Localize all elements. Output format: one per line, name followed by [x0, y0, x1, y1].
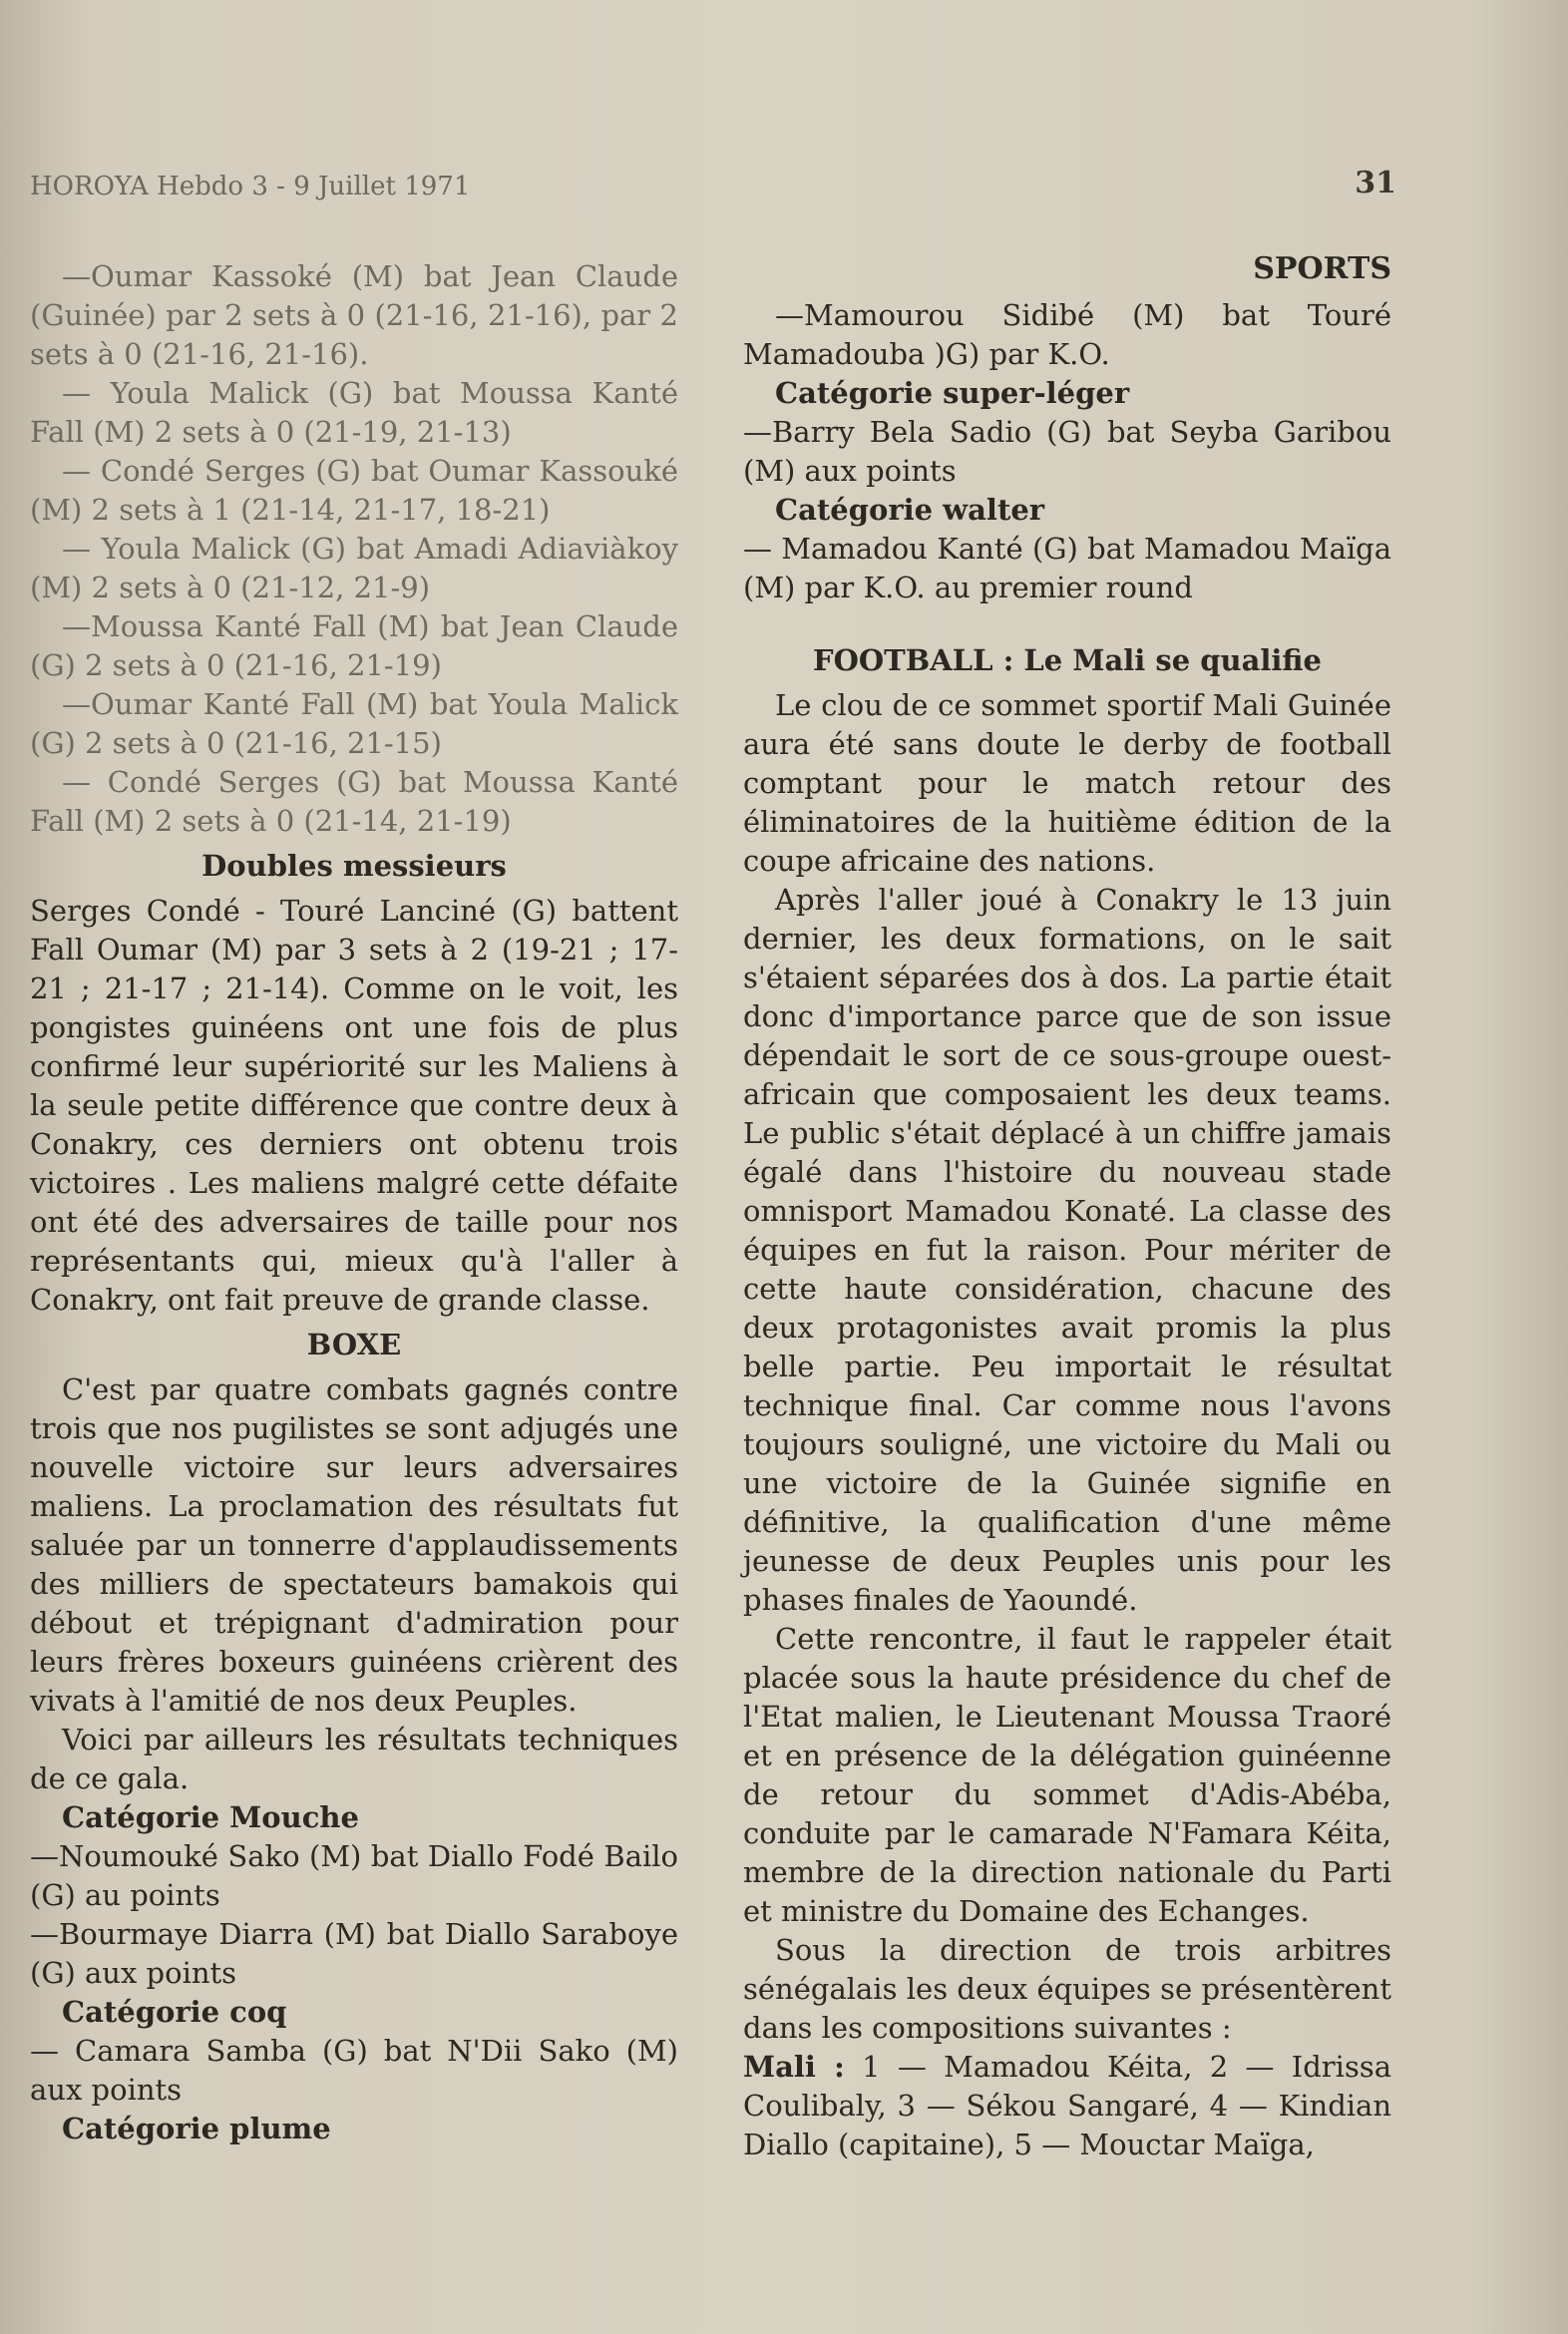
section-label: SPORTS [1253, 251, 1391, 286]
mali-label: Mali : [743, 2050, 845, 2084]
result-line: — Condé Serges (G) bat Moussa Kanté Fall (M) 2 sets à 0 (21-14, 21-19) [30, 765, 678, 838]
page-number: 31 [1355, 166, 1396, 200]
publication-header: HOROYA Hebdo 3 - 9 Juillet 1971 [30, 172, 471, 201]
left-column [30, 257, 678, 2148]
boxe-heading: BOXE [306, 1328, 402, 1362]
bout-result: —Barry Bela Sadio (G) bat Seyba Garibou (M) aux points [743, 415, 1391, 488]
result-line: —Moussa Kanté Fall (M) bat Jean Claude (G) 2 sets à 0 (21-16, 21-19) [30, 609, 678, 682]
result-line: — Youla Malick (G) bat Moussa Kanté Fall (M) 2 sets à 0 (21-19, 21-13) [30, 376, 678, 449]
category-walter: Catégorie walter [775, 493, 1045, 527]
spacer [743, 607, 1391, 635]
mali-lineup [743, 2048, 1391, 2164]
category-mouche: Catégorie Mouche [62, 1800, 359, 1834]
category-super-leger: Catégorie super-léger [775, 376, 1130, 410]
football-paragraph: Sous la direction de trois arbitres sénégalais les deux équipes se présentèrent dans les compositions suivantes : [743, 1933, 1391, 2045]
football-paragraph: Après l'aller joué à Conakry le 13 juin dernier, les deux formations, on le sait s'étaient séparées dos à dos. La partie était donc d'importance parce que de son issue dépendait le sort de ce sous-groupe ouest-africain que composaient les deux teams. Le public s'était déplacé à un chiffre jamais égalé dans l'histoire du nouveau stade omnisport Mamadou Konaté. La classe des équipes en fut la raison. Pour mériter de cette haute considération, chacune des deux protagonistes avait promis la plus belle partie. Peu importait le résultat technique final. Car comme nous l'avons toujours souligné, une victoire du Mali ou une victoire de la Guinée signifie en définitive, la qualification d'une même jeunesse de deux Peuples unis pour les phases finales de Yaoundé. [743, 883, 1391, 1617]
football-heading: FOOTBALL : Le Mali se qualifie [813, 643, 1322, 677]
bout-result: — Mamadou Kanté (G) bat Mamadou Maïga (M) par K.O. au premier round [743, 532, 1391, 604]
result-line: — Youla Malick (G) bat Amadi Adiaviàkoy (M) 2 sets à 0 (21-12, 21-9) [30, 532, 678, 604]
result-line: —Oumar Kassoké (M) bat Jean Claude (Guinée) par 2 sets à 0 (21-16, 21-16), par 2 sets à 0 (21-16, 21-16). [30, 259, 678, 371]
bout-result: — Camara Samba (G) bat N'Dii Sako (M) aux points [30, 2034, 678, 2107]
football-paragraph: Le clou de ce sommet sportif Mali Guinée aura été sans doute le derby de football comptant pour le match retour des éliminatoires de la huitième édition de la coupe africaine des nations. [743, 688, 1391, 878]
result-line: —Oumar Kanté Fall (M) bat Youla Malick (G) 2 sets à 0 (21-16, 21-15) [30, 687, 678, 760]
bout-result: —Noumouké Sako (M) bat Diallo Fodé Bailo (G) au points [30, 1839, 678, 1912]
doubles-paragraph: Serges Condé - Touré Lanciné (G) battent Fall Oumar (M) par 3 sets à 2 (19-21 ; 17-21 ; 21-17 ; 21-14). Comme on le voit, les pongistes guinéens ont une fois de plus confirmé leur supériorité sur les Maliens à la seule petite différence que contre deux à Conakry, ces derniers ont obtenu trois victoires . Les maliens malgré cette défaite ont été des adversaires de taille pour nos représentants qui, mieux qu'à l'aller à Conakry, ont fait preuve de grande classe. [30, 894, 678, 1317]
result-line: — Condé Serges (G) bat Oumar Kassouké (M) 2 sets à 1 (21-14, 21-17, 18-21) [30, 454, 678, 527]
mali-lineup-text: 1 — Mamadou Kéita, 2 — Idrissa Coulibaly, 3 — Sékou Sangaré, 4 — Kindian Diallo (capitaine), 5 — Mouctar Maïga, [743, 2050, 1391, 2161]
football-paragraph: Cette rencontre, il faut le rappeler était placée sous la haute présidence du chef de l'Etat malien, le Lieutenant Moussa Traoré et en présence de la délégation guinéenne de retour du sommet d'Adis-Abéba, conduite par le camarade N'Famara Kéita, membre de la direction nationale du Parti et ministre du Domaine des Echanges. [743, 1622, 1391, 1928]
doubles-heading: Doubles messieurs [201, 849, 507, 883]
category-plume: Catégorie plume [62, 2112, 331, 2145]
page-header [30, 166, 1396, 211]
bout-result: —Mamourou Sidibé (M) bat Touré Mamadouba )G) par K.O. [743, 298, 1391, 371]
bout-result: —Bourmaye Diarra (M) bat Diallo Saraboye (G) aux points [30, 1917, 678, 1990]
results-intro: Voici par ailleurs les résultats techniques de ce gala. [30, 1723, 678, 1795]
right-column [743, 249, 1391, 2164]
category-coq: Catégorie coq [62, 1995, 287, 2029]
boxe-paragraph: C'est par quatre combats gagnés contre trois que nos pugilistes se sont adjugés une nouvelle victoire sur leurs adversaires maliens. La proclamation des résultats fut saluée par un tonnerre d'applaudissements des milliers de spectateurs bamakois qui débout et trépignant d'admiration pour leurs frères boxeurs guinéens crièrent des vivats à l'amitié de nos deux Peuples. [30, 1372, 678, 1718]
